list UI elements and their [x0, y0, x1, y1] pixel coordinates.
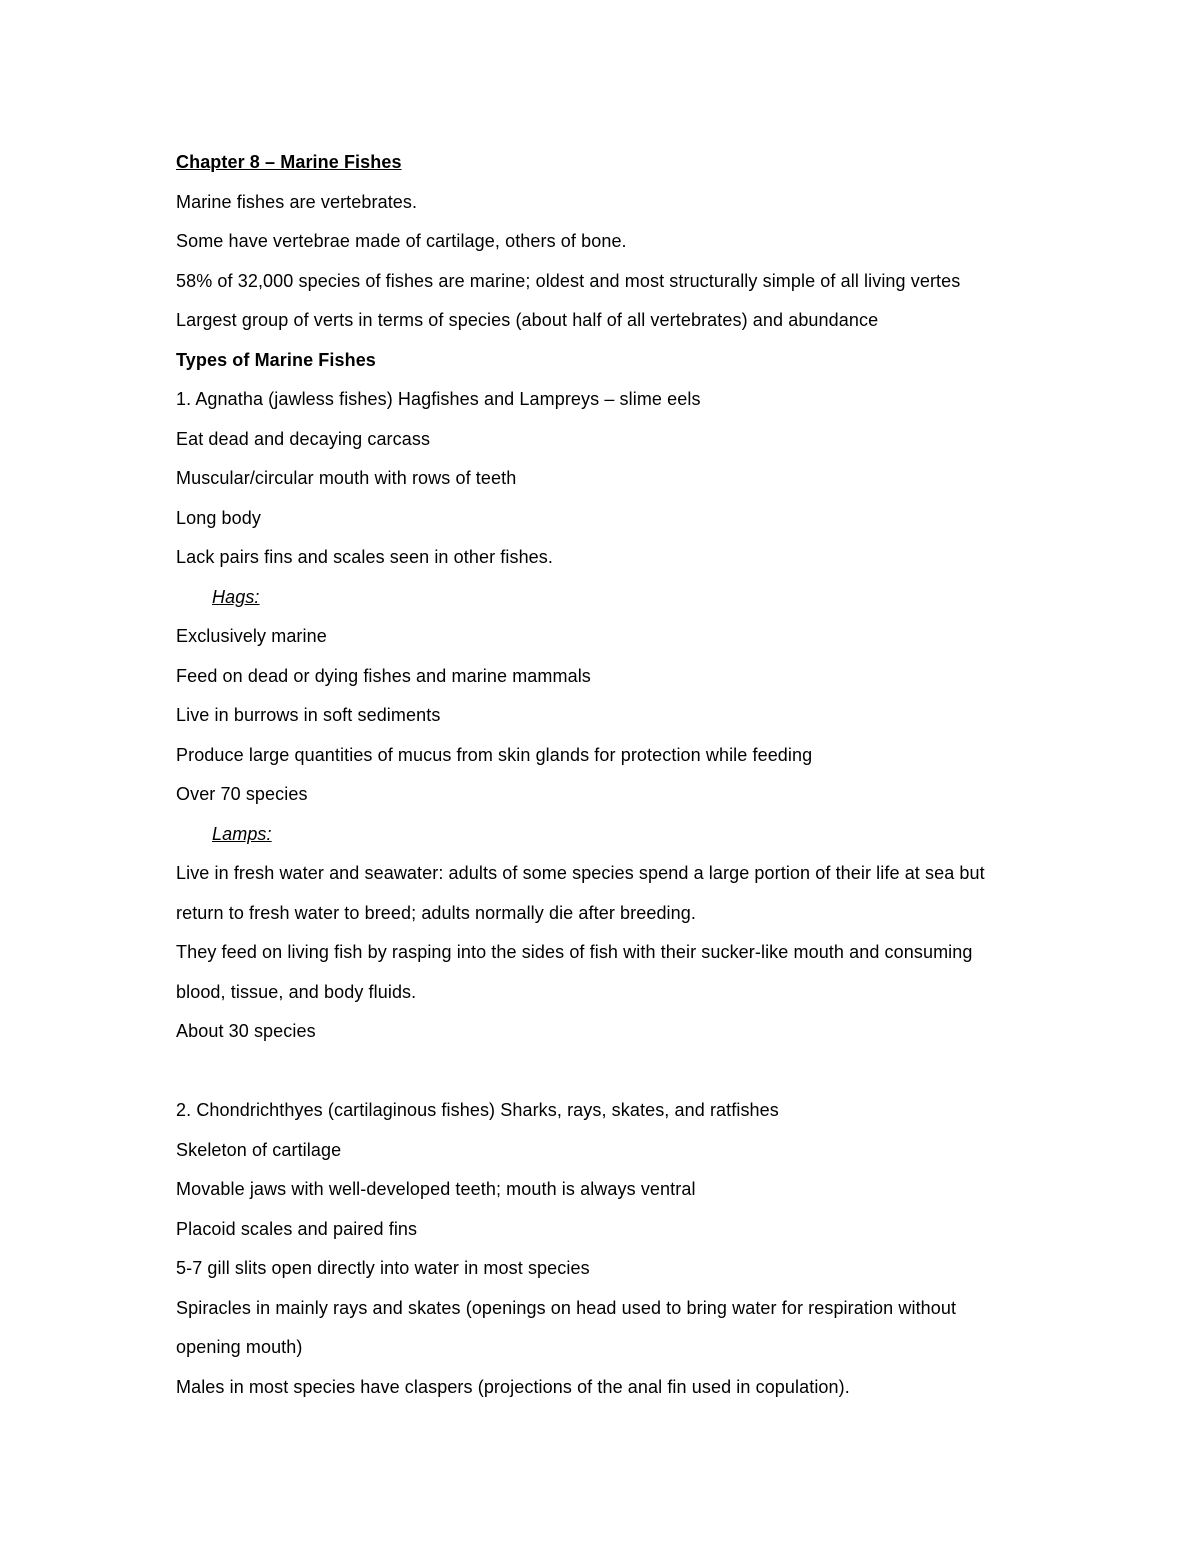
chondrichthyes-point: opening mouth) — [176, 1337, 303, 1357]
agnatha-heading: 1. Agnatha (jawless fishes) Hagfishes and Lampreys – slime eels — [176, 389, 701, 409]
hags-point: Feed on dead or dying fishes and marine mammals — [176, 665, 591, 686]
agnatha-point: Long body — [176, 507, 261, 528]
intro-line: Some have vertebrae made of cartilage, others of bone. — [176, 231, 627, 251]
intro-line: Largest group of verts in terms of species (about half of all vertebrates) and abundance — [176, 310, 879, 330]
hags-point: Produce large quantities of mucus from skin glands for protection while feeding — [176, 744, 813, 765]
lamps-point: They feed on living fish by rasping into the sides of fish with their sucker-like mouth and consuming — [176, 942, 973, 962]
hags-subheading — [176, 578, 1076, 618]
blank-line — [176, 1052, 1076, 1092]
chondrichthyes-point: 5-7 gill slits open directly into water in most species — [176, 1258, 590, 1278]
agnatha-point: Muscular/circular mouth with rows of teeth — [176, 468, 517, 488]
types-heading: Types of Marine Fishes — [176, 349, 376, 370]
lamps-subheading — [176, 815, 1076, 855]
hags-point: Live in burrows in soft sediments — [176, 705, 441, 725]
lamps-point: About 30 species — [176, 1021, 316, 1041]
chondrichthyes-point: Skeleton of cartilage — [176, 1139, 342, 1160]
hags-point: Exclusively marine — [176, 626, 327, 646]
agnatha-point: Lack pairs fins and scales seen in other fishes. — [176, 547, 553, 567]
lamps-point: return to fresh water to breed; adults normally die after breeding. — [176, 902, 696, 923]
lamps-label: Lamps: — [212, 823, 272, 844]
document-body — [176, 143, 1076, 1407]
lamps-point: Live in fresh water and seawater: adults of some species spend a large portion of their life at sea but — [176, 863, 985, 883]
agnatha-point: Eat dead and decaying carcass — [176, 428, 431, 449]
intro-line: Marine fishes are vertebrates. — [176, 191, 418, 212]
lamps-point: blood, tissue, and body fluids. — [176, 981, 417, 1002]
intro-line: 58% of 32,000 species of fishes are marine; oldest and most structurally simple of all living vertes — [176, 270, 961, 291]
chondrichthyes-heading: 2. Chondrichthyes (cartilaginous fishes) Sharks, rays, skates, and ratfishes — [176, 1100, 779, 1120]
hags-point: Over 70 species — [176, 784, 308, 804]
chondrichthyes-point: Spiracles in mainly rays and skates (openings on head used to bring water for respiration without — [176, 1297, 957, 1318]
chondrichthyes-point: Movable jaws with well-developed teeth; mouth is always ventral — [176, 1179, 696, 1199]
chapter-title: Chapter 8 – Marine Fishes — [176, 152, 402, 172]
chondrichthyes-point: Placoid scales and paired fins — [176, 1218, 418, 1239]
chondrichthyes-point: Males in most species have claspers (projections of the anal fin used in copulation). — [176, 1376, 850, 1397]
hags-label: Hags: — [212, 586, 260, 607]
